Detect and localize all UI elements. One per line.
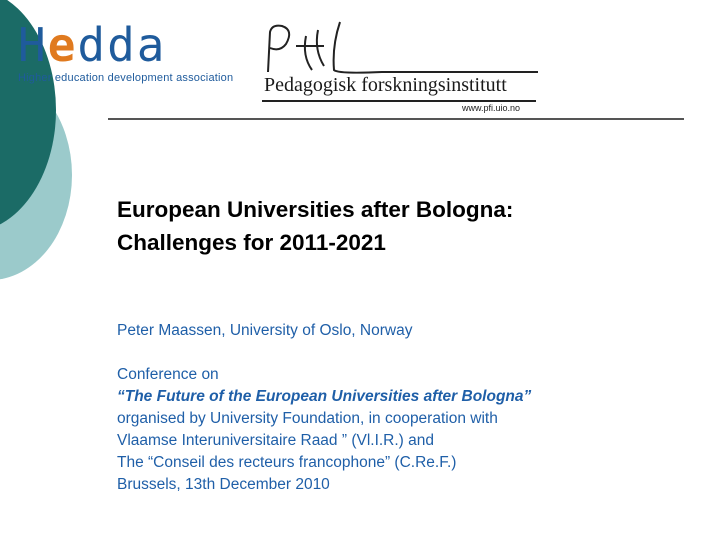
slide-body <box>117 320 707 496</box>
hedda-logo <box>18 14 234 90</box>
hedda-logo-h: H <box>18 18 48 72</box>
slide-title-line-1: European Universities after Bologna: <box>117 197 514 222</box>
spacer <box>117 342 707 364</box>
pfi-institute-name: Pedagogisk forskningsinstitutt <box>264 74 507 96</box>
hedda-logo-rest: dda <box>77 18 167 72</box>
slide-title <box>117 193 697 259</box>
author-line: Peter Maassen, University of Oslo, Norway <box>117 322 413 339</box>
conference-label: Conference on <box>117 366 219 383</box>
partner-line-2: The “Conseil des recteurs francophone” (C.Re.F.) <box>117 454 457 471</box>
place-date-line: Brussels, 13th December 2010 <box>117 476 330 493</box>
slide-title-line-2: Challenges for 2011-2021 <box>117 230 386 255</box>
pfi-underline <box>262 100 536 102</box>
partner-line-1: Vlaamse Interuniversitaire Raad ” (Vl.I.R.) and <box>117 432 435 449</box>
hedda-logo-word <box>18 14 167 72</box>
pfi-logo <box>262 16 542 113</box>
conference-title: “The Future of the European Universities after Bologna” <box>117 388 532 405</box>
organiser-line: organised by University Foundation, in cooperation with <box>117 410 498 427</box>
hedda-logo-e-mark: e <box>47 18 78 72</box>
hedda-tagline: Higher education development association <box>18 72 234 84</box>
pfi-url: www.pfi.uio.no <box>462 103 521 113</box>
pfi-script-mark <box>262 16 542 78</box>
header-divider <box>108 118 684 120</box>
